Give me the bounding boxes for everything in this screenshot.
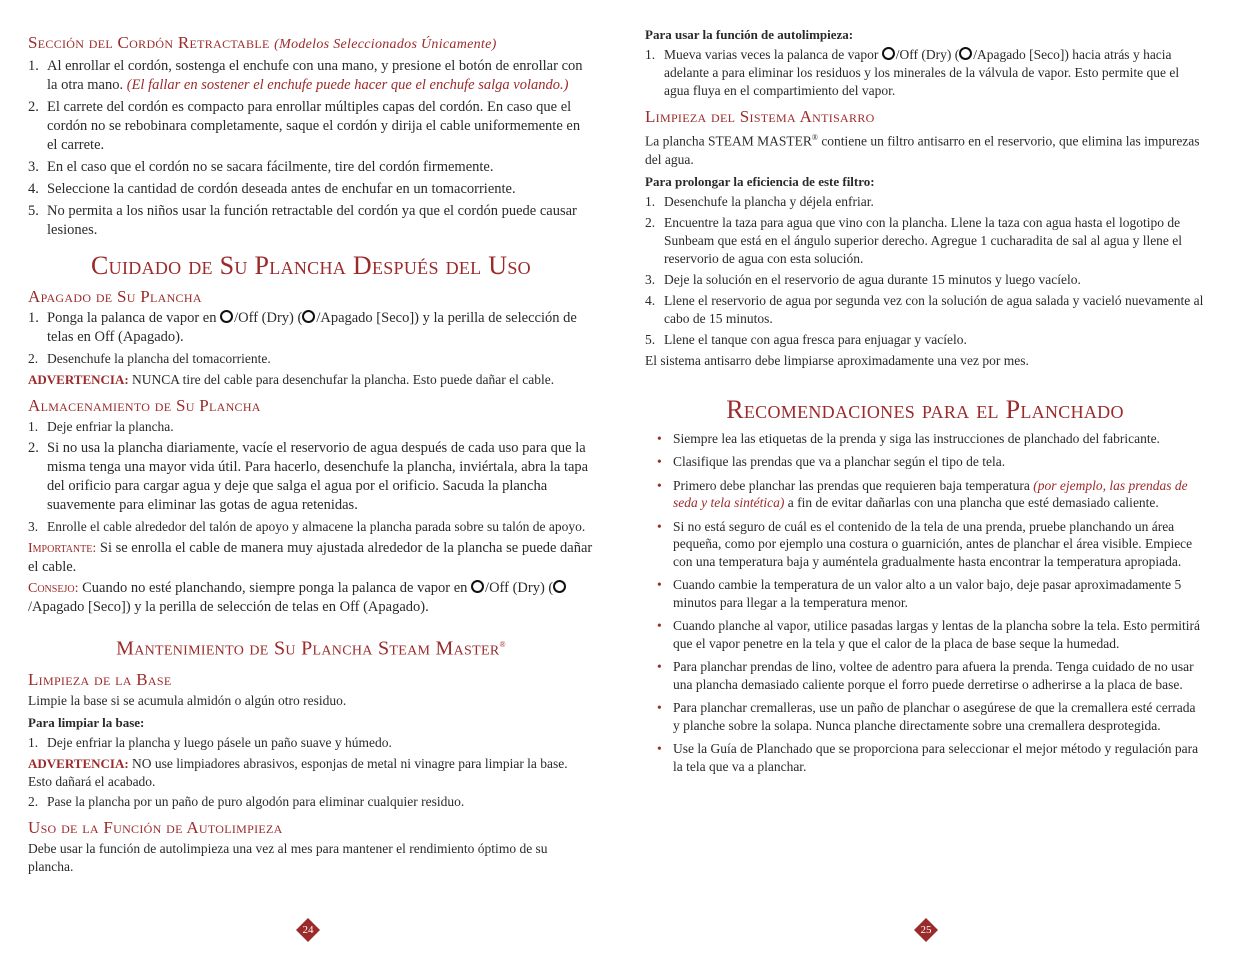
retract-heading: [28, 33, 594, 55]
steam-dial-icon: [302, 310, 315, 323]
list-item: 1. Deje enfriar la plancha.: [28, 419, 174, 434]
list-item: 4. Llene el reservorio de agua por segunda vez con la solución de agua salada y vacieló nuevamente al cabo de 15 minutos.: [645, 292, 1204, 326]
list-item: 3. Enrolle el cable alrededor del talón de apoyo y almacene la plancha parada sobre su talón de apoyo.: [28, 519, 586, 534]
list-item: • Para planchar cremalleras, use un paño de planchar o asegúrese de que la cremallera esté cerrada y planche sobre la solapa. Nunca planche directamente sobre una cremallera desprotegida.: [657, 700, 1196, 733]
steam-dial-icon: [882, 47, 895, 60]
almacen-title: Almacenamiento de Su Plancha: [28, 396, 261, 415]
auto-sub: Para usar la función de autolimpieza:: [645, 27, 854, 42]
list-item: • Siempre lea las etiquetas de la prenda y siga las instrucciones de planchado del fabricante.: [657, 430, 1160, 446]
list-item: 1. Mueva varias veces la palanca de vapor /Off (Dry) ( /Apagado [Seco]) hacia atrás y hacia adelante a para eliminar los residuos y los minerales de la válvula de vapor. Esto permite que el agua fluya en el compartimiento del vapor.: [645, 47, 1180, 98]
base-sub: Para limpiar la base:: [28, 714, 145, 730]
list-item: 3. En el caso que el cordón no se sacara fácilmente, tire del cordón firmemente.: [28, 159, 494, 175]
base-list-2: [28, 793, 594, 811]
rec-title: Recomendaciones para el Planchado: [726, 394, 1124, 424]
right-page: [645, 26, 1205, 781]
list-item: 2. El carrete del cordón es compacto para enrollar múltiples capas del cordón. En caso que el cordón no se rebobinara completamente, saque el cordón y dirija el cable uniformemente en el carrete.: [28, 99, 581, 153]
list-item: 2. Encuentre la taza para agua que vino con la plancha. Llene la taza con agua hasta el logotipo de Sunbeam que está en el ángulo superior derecho. Agregue 1 cucharadita de sal al agua y llene el reservorio de agua con esta solución.: [645, 214, 1183, 266]
base-list-1: [28, 734, 594, 752]
list-item: • Si no está seguro de cuál es el contenido de la tela de una prenda, pruebe planchando un área pequeña, como por ejemplo una costura o guarnición, antes de planchar el área visible. Empiece con una temperatura baja y auméntela gradualmente hasta encontrar la temperatura apropiada.: [657, 518, 1193, 569]
steam-dial-icon: [220, 310, 233, 323]
important-note: Importante: Si se enrolla el cable de manera muy ajustada alrededor de la plancha se puede dañar el cable.: [28, 540, 593, 575]
list-item: • Cuando planche al vapor, utilice pasadas largas y lentas de la plancha sobre la tela. Esto permitirá que el vapor penetre en la tela y que el calor de la placa de base seque la humedad.: [657, 618, 1201, 651]
auto-list: [645, 46, 1205, 100]
care-title: Cuidado de Su Plancha Después del Uso: [91, 251, 531, 280]
list-item: 3. Deje la solución en el reservorio de agua durante 15 minutos y luego vacíelo.: [645, 271, 1081, 287]
list-item: • Cuando cambie la temperatura de un valor alto a un valor bajo, deje pasar aproximadamente 5 minutos para llegar a la temperatura menor.: [657, 577, 1182, 610]
steam-dial-icon: [553, 580, 566, 593]
base-intro: Limpie la base si se acumula almidón o algún otro residuo.: [28, 692, 347, 708]
retract-list: [28, 57, 594, 240]
list-item: • Clasifique las prendas que va a planchar según el tipo de tela.: [657, 454, 1006, 469]
apagado-warning: ADVERTENCIA: NUNCA tire del cable para desenchufar la plancha. Esto puede dañar el cable.: [28, 372, 555, 387]
left-page: [28, 26, 594, 878]
list-item: • Primero debe planchar las prendas que requieren baja temperatura (por ejemplo, las prendas de seda y tela sintética) a fin de evitar dañarlas con una plancha que esté demasiado caliente.: [657, 477, 1188, 510]
antisarro-outro: El sistema antisarro debe limpiarse aproximadamente una vez por mes.: [645, 352, 1029, 368]
list-item: • Para planchar prendas de lino, voltee de adentro para afuera la prenda. Tenga cuidado de no usar una plancha demasiado caliente porque el forro puede derretirse o adherirse a la placa de base.: [657, 659, 1194, 692]
auto-text: Debe usar la función de autolimpieza una vez al mes para mantener el rendimiento óptimo de su plancha.: [28, 840, 548, 874]
list-item: 1. Desenchufe la plancha y déjela enfriar.: [645, 193, 874, 209]
list-item: 1. Al enrollar el cordón, sostenga el enchufe con una mano, y presione el botón de enrollar con la otra mano. (El fallar en sostener el enchufe puede hacer que el enchufe salga volando.): [28, 58, 583, 93]
retract-title-note: (Modelos Seleccionados Únicamente): [274, 37, 497, 52]
retract-title: Sección del Cordón Retractable: [28, 33, 270, 52]
list-item: • Use la Guía de Planchado que se proporciona para seleccionar el mejor método y regulación para la tela que va a planchar.: [657, 741, 1199, 774]
list-item: 4. Seleccione la cantidad de cordón deseada antes de enchufar en un tomacorriente.: [28, 181, 516, 197]
list-item: 2. Desenchufe la plancha del tomacorriente.: [28, 351, 271, 366]
base-title: Limpieza de la Base: [28, 669, 172, 689]
antisarro-title: Limpieza del Sistema Antisarro: [645, 107, 875, 126]
antisarro-intro: La plancha STEAM MASTER® contiene un filtro antisarro en el reservorio, que elimina las impurezas del agua.: [645, 133, 1200, 167]
apagado-title: Apagado de Su Plancha: [28, 287, 202, 306]
page-number-25: 25: [914, 918, 938, 942]
antisarro-list: [645, 193, 1205, 349]
rec-list: [645, 430, 1205, 776]
retract-note: (El fallar en sostener el enchufe puede hacer que el enchufe salga volando.): [126, 77, 569, 93]
list-item: 5. Llene el tanque con agua fresca para enjuagar y vacíelo.: [645, 331, 967, 347]
list-item: 2. Si no usa la plancha diariamente, vacíe el reservorio de agua después de cada uso para que la misma tenga una mayor vida útil. Para hacerlo, desenchufe la plancha, inviértala, abra la tapa del orificio para cargar agua y deje que salga el agua por el orificio. Sacuda la plancha suavemente para eliminar las gotas de agua retenidas.: [28, 440, 589, 513]
list-item: 1. Deje enfriar la plancha y luego pásele un paño suave y húmedo.: [28, 734, 392, 750]
rec-note: (por ejemplo, las prendas de seda y tela sintética): [673, 477, 1188, 510]
antisarro-sub: Para prolongar la eficiencia de este filtro:: [645, 173, 875, 189]
almacen-list: [28, 418, 594, 536]
steam-dial-icon: [959, 47, 972, 60]
steam-dial-icon: [471, 580, 484, 593]
list-item: 5. No permita a los niños usar la función retractable del cordón ya que el cordón puede causar lesiones.: [28, 203, 577, 238]
tip-note: Consejo: Cuando no esté planchando, siempre ponga la palanca de vapor en /Off (Dry) (/Apagado [Seco]) y la perilla de selección de telas en Off (Apagado).: [28, 579, 594, 617]
list-item: 2. Pase la plancha por un paño de puro algodón para eliminar cualquier residuo.: [28, 793, 465, 809]
page-number-24: 24: [296, 918, 320, 942]
list-item: 1. Ponga la palanca de vapor en /Off (Dry) ( /Apagado [Seco]) y la perilla de selección de telas en Off (Apagado).: [28, 310, 577, 345]
apagado-list: [28, 309, 594, 368]
maint-title: Mantenimiento de Su Plancha Steam Master®: [116, 637, 506, 660]
base-warning: ADVERTENCIA: NO use limpiadores abrasivos, esponjas de metal ni vinagre para limpiar la base. Esto dañará el acabado.: [28, 755, 568, 789]
auto-title: Uso de la Función de Autolimpieza: [28, 817, 283, 837]
